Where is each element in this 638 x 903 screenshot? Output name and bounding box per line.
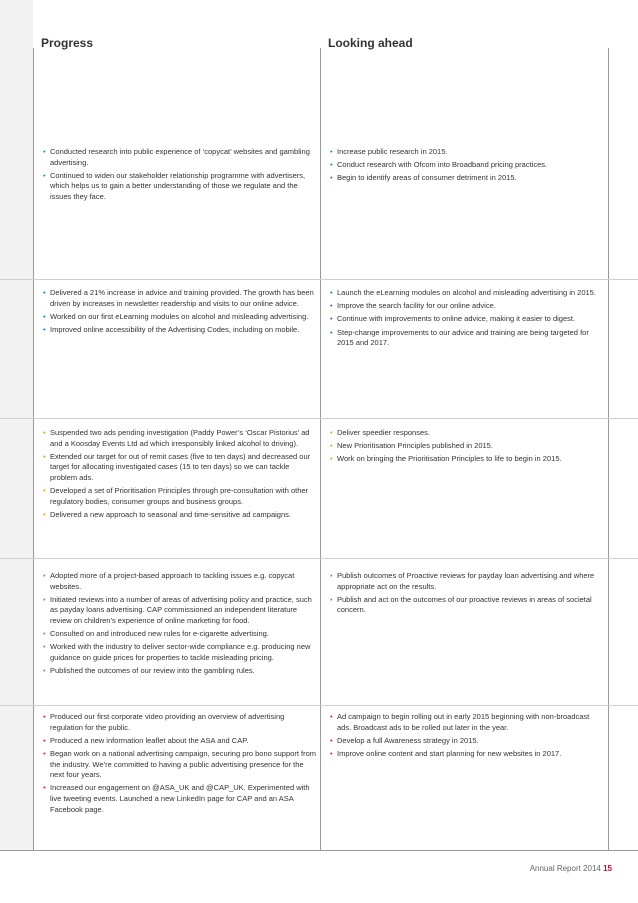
bullet-icon: • xyxy=(43,486,46,496)
bullet-icon: • xyxy=(330,735,333,745)
column-divider-middle xyxy=(320,48,321,850)
section-separator xyxy=(0,279,638,280)
list-item: • Continue with improvements to online advice, making it easier to digest. xyxy=(330,314,576,324)
list-item: • Conduct research with Ofcom into Broadband pricing practices. xyxy=(330,160,548,170)
section-separator xyxy=(0,558,638,559)
list-item: • Initiated reviews into a number of areas of advertising policy and practice, such as payday loans advertising. CAP commissioned an independent literature review on children’s experience of online marketing for food. xyxy=(43,594,312,625)
bullet-icon: • xyxy=(43,666,46,676)
list-item: • Adopted more of a project-based approach to tackling issues e.g. copycat websites. xyxy=(43,571,295,591)
looking-ahead-heading: Looking ahead xyxy=(328,36,413,50)
list-item: • Increase public research in 2015. xyxy=(330,147,448,156)
list-item: • Produced a new information leaflet about the ASA and CAP. xyxy=(43,735,249,745)
list-item: • Continued to widen our stakeholder relationship programme with advertisers, which helps us to gain a better understanding of those we regulate and the issues they face. xyxy=(43,170,306,201)
list-item: • Improve online content and start planning for new websites in 2017. xyxy=(330,748,562,758)
section-3-ahead xyxy=(330,428,605,468)
bullet-icon: • xyxy=(43,748,46,758)
bullet-icon: • xyxy=(43,509,46,519)
list-item: • Publish and act on the outcomes of our proactive reviews in areas of societal concern. xyxy=(330,594,592,615)
list-item: • Consulted on and introduced new rules for e-cigarette advertising. xyxy=(43,629,269,639)
bullet-icon: • xyxy=(43,642,46,652)
progress-heading: Progress xyxy=(41,36,94,50)
bullet-icon: • xyxy=(43,288,46,297)
column-divider-left xyxy=(33,48,34,850)
bullet-icon: • xyxy=(43,783,46,793)
bullet-icon: • xyxy=(330,147,333,156)
bullet-icon: • xyxy=(43,594,46,604)
section-4-progress xyxy=(43,571,316,679)
list-item: • Deliver speedier responses. xyxy=(330,428,430,437)
section-5-progress xyxy=(43,712,316,818)
bullet-icon: • xyxy=(330,441,333,451)
list-item: • Published the outcomes of our review into the gambling rules. xyxy=(43,666,255,676)
section-4-ahead xyxy=(330,571,605,619)
bullet-icon: • xyxy=(43,170,46,180)
left-side-strip xyxy=(0,0,33,850)
bullet-icon: • xyxy=(43,324,46,334)
bullet-icon: • xyxy=(330,748,333,758)
list-item: • Publish outcomes of Proactive reviews for payday loan advertising and where appropriate act on the results. xyxy=(330,571,595,591)
section-3-progress xyxy=(43,428,316,523)
section-separator xyxy=(0,705,638,706)
bullet-icon: • xyxy=(43,629,46,639)
bullet-icon: • xyxy=(330,454,333,464)
list-item: • Worked on our first eLearning modules on alcohol and misleading advertising. xyxy=(43,311,309,321)
list-item: • Extended our target for out of remit cases (five to ten days) and decreased our target for allocating investigated cases (15 to ten days) so we can tackle problem ads. xyxy=(43,451,311,482)
bullet-icon: • xyxy=(330,712,333,721)
list-item: • Step-change improvements to our advice and training are being targeted for 2015 and 2017. xyxy=(330,327,589,348)
list-item: • Developed a set of Prioritisation Principles through pre-consultation with other regulatory bodies, consumer groups and business groups. xyxy=(43,486,309,506)
section-separator xyxy=(0,418,638,419)
list-item: • Work on bringing the Prioritisation Principles to life to begin in 2015. xyxy=(330,454,562,464)
section-1-ahead xyxy=(330,147,605,187)
bullet-icon: • xyxy=(43,571,46,580)
section-1-progress xyxy=(43,147,316,205)
bullet-icon: • xyxy=(43,428,46,437)
list-item: • Produced our first corporate video providing an overview of advertising regulation for the public. xyxy=(43,712,285,732)
bullet-icon: • xyxy=(330,173,333,183)
bullet-icon: • xyxy=(330,571,333,580)
bullet-icon: • xyxy=(43,147,46,156)
bullet-icon: • xyxy=(330,594,333,604)
list-item: • Improved online accessibility of the Advertising Codes, including on mobile. xyxy=(43,324,300,334)
list-item: • Improve the search facility for our online advice. xyxy=(330,301,496,311)
section-5-ahead xyxy=(330,712,605,762)
table-bottom-rule xyxy=(0,850,638,851)
list-item: • Increased our engagement on @ASA_UK and @CAP_UK. Experimented with live tweeting events. Launched a new LinkedIn page for CAP and an ASA Facebook page. xyxy=(43,783,310,814)
list-item: • Worked with the industry to deliver sector-wide compliance e.g. producing new guidance on guide prices for properties to tackle misleading pricing. xyxy=(43,642,311,662)
bullet-icon: • xyxy=(43,451,46,461)
bullet-icon: • xyxy=(330,160,333,170)
bullet-icon: • xyxy=(330,301,333,311)
list-item: • Delivered a 21% increase in advice and training provided. The growth has been driven by increases in newsletter readership and visits to our online advice. xyxy=(43,288,314,308)
list-item: • Delivered a new approach to seasonal and time-sensitive ad campaigns. xyxy=(43,509,291,519)
bullet-icon: • xyxy=(43,712,46,721)
bullet-icon: • xyxy=(330,314,333,324)
list-item: • Began work on a national advertising campaign, securing pro bono support from the industry. We’re committed to having a public advertising presence for the next four years. xyxy=(43,748,316,780)
list-item: • New Prioritisation Principles published in 2015. xyxy=(330,441,493,451)
bullet-icon: • xyxy=(330,288,333,297)
bullet-icon: • xyxy=(330,327,333,337)
bullet-icon: • xyxy=(330,428,333,437)
list-item: • Ad campaign to begin rolling out in early 2015 beginning with non-broadcast ads. Broadcast ads to be rolled out later in the year. xyxy=(330,712,590,732)
bullet-icon: • xyxy=(43,311,46,321)
list-item: • Begin to identify areas of consumer detriment in 2015. xyxy=(330,173,517,183)
bullet-icon: • xyxy=(43,735,46,745)
list-item: • Suspended two ads pending investigation (Paddy Power’s ‘Oscar Pistorius’ ad and a Koosday Events Ltd ad which irresponsibly linked alcohol to driving). xyxy=(43,428,310,448)
section-2-ahead xyxy=(330,288,605,351)
list-item: • Launch the eLearning modules on alcohol and misleading advertising in 2015. xyxy=(330,288,596,297)
page-footer xyxy=(530,864,612,873)
list-item: • Conducted research into public experience of ‘copycat’ websites and gambling advertising. xyxy=(43,147,310,167)
footer-label: Annual Report 2014 xyxy=(529,864,601,873)
list-item: • Develop a full Awareness strategy in 2015. xyxy=(330,735,479,745)
section-2-progress xyxy=(43,288,316,338)
page-number: 15 xyxy=(603,864,612,873)
column-divider-right xyxy=(608,48,609,850)
